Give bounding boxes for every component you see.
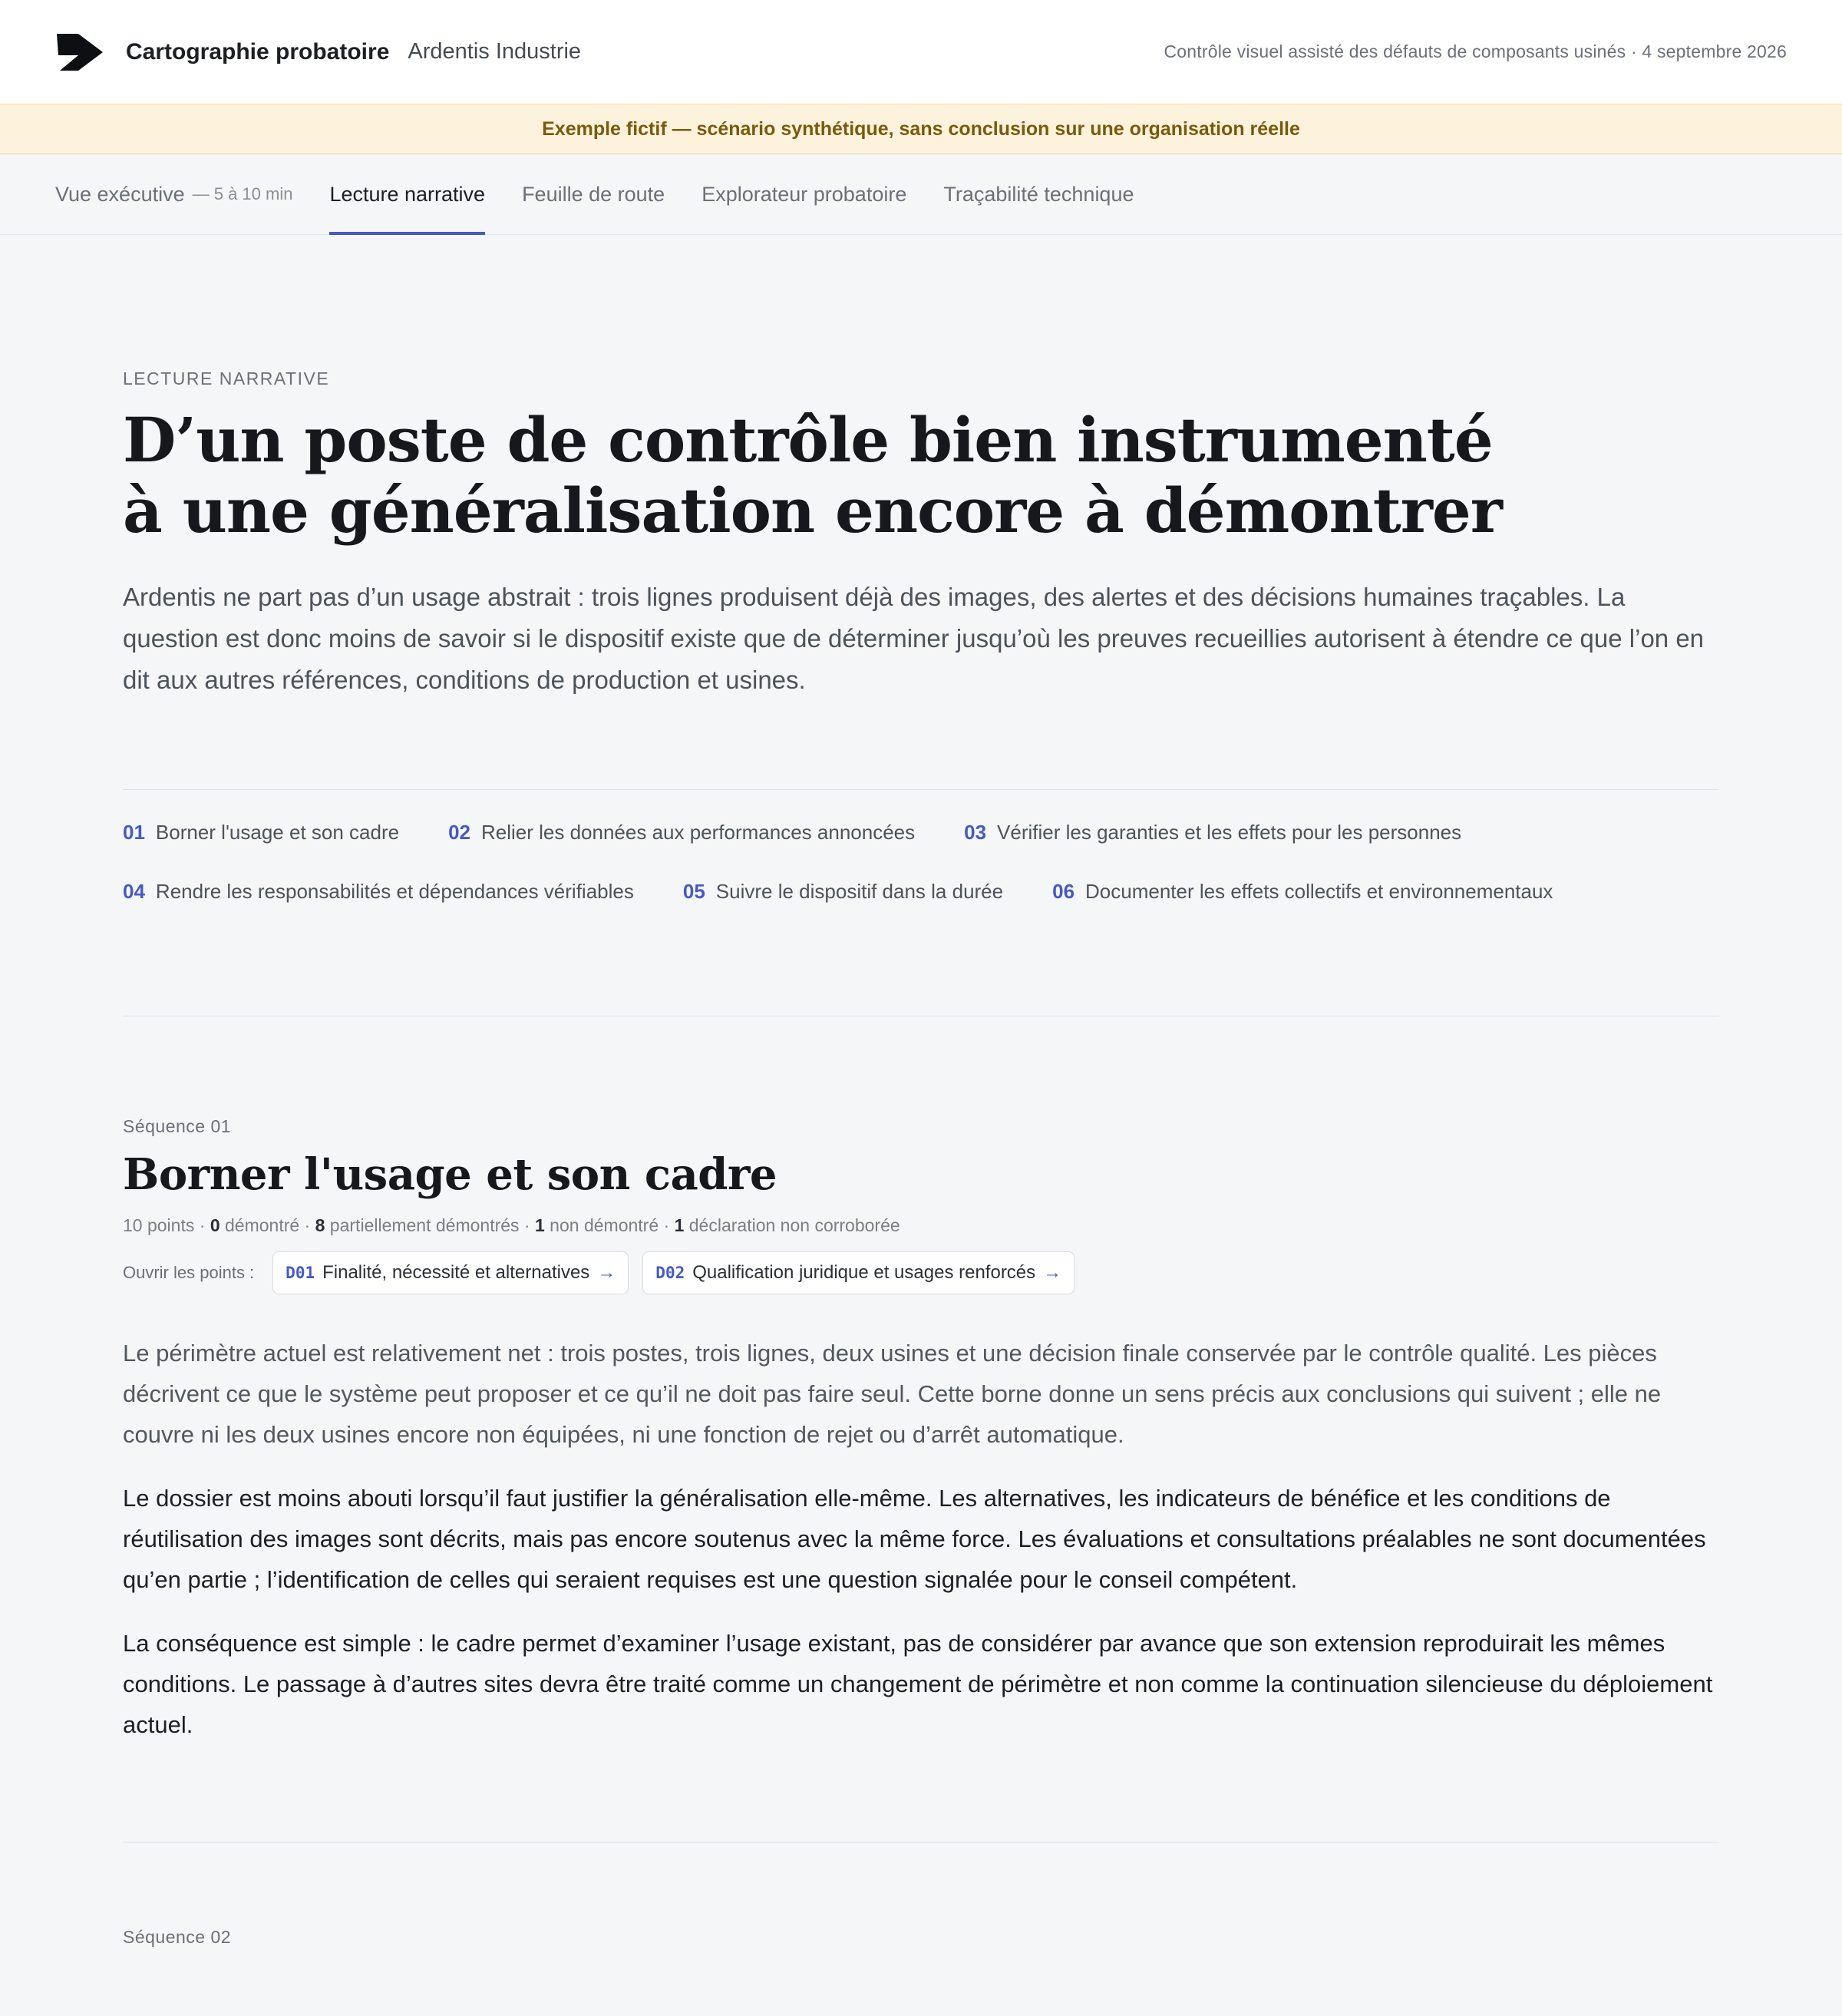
- toc-number: 05: [682, 880, 705, 903]
- chip-label: Qualification juridique et usages renforcés: [692, 1262, 1036, 1283]
- sequence-paragraph: Le dossier est moins abouti lorsqu’il faut justifier la généralisation elle-même. Les alternatives, les indicateurs de bénéfice et les conditions de réutilisation des images sont décrits, mais pas encore soutenus avec la même force. Les évaluations et consultations préalables ne sont documentées qu’en partie ; l’identification de celles qui seraient requises est une question signalée pour le conseil compétent.: [123, 1485, 1706, 1593]
- toc-number: 03: [964, 821, 987, 844]
- stat-points: 10 points: [123, 1215, 195, 1235]
- toc-label: Suivre le dispositif dans la durée: [715, 880, 1004, 903]
- stat-non-label: non démontré: [544, 1215, 659, 1235]
- page-lede: Ardentis ne part pas d’un usage abstrait : trois lignes produisent déjà des images, des alertes et des décisions humaines traçables. La question est donc moins de savoir si le dispositif existe que de déterminer jusqu’où les preuves recueillies autorisent à étendre ce que l’on en dit aux autres références, conditions de production et usines.: [123, 583, 1705, 694]
- toc-item-05[interactable]: [683, 880, 1003, 904]
- sequence-title: Borner l'usage et son cadre: [123, 1149, 777, 1200]
- tab-tracabilite-technique[interactable]: [943, 154, 1134, 234]
- sequence-01: [123, 1116, 1719, 1745]
- toc-row: [123, 880, 1719, 904]
- toc-number: 01: [123, 821, 145, 844]
- page-title: D’un poste de contrôle bien instrumenté à une généralisation encore à démontrer: [123, 404, 1502, 547]
- toc-item-02[interactable]: [448, 821, 915, 844]
- tab-vue-executive[interactable]: [55, 154, 292, 234]
- stat-demontre-count: 0: [210, 1215, 220, 1235]
- header-context: Contrôle visuel assisté des défauts de composants usinés · 4 septembre 2026: [1164, 41, 1787, 61]
- toc-label: Rendre les responsabilités et dépendances vérifiables: [155, 880, 634, 903]
- brand-title[interactable]: Cartographie probatoire: [126, 38, 390, 64]
- section-eyebrow: LECTURE NARRATIVE: [123, 368, 330, 388]
- stat-non-count: 1: [535, 1215, 545, 1235]
- open-points-row: [123, 1251, 1719, 1294]
- sequence-stats: [123, 1215, 1719, 1236]
- tab-explorateur-probatoire[interactable]: [701, 154, 906, 234]
- point-chip-d01[interactable]: [272, 1251, 629, 1294]
- sequence-paragraph: La conséquence est simple : le cadre permet d’examiner l’usage existant, pas de considérer par avance que son extension reproduirait les mêmes conditions. Le passage à d’autres sites devra être traité comme un changement de périmètre et non comme la continuation silencieuse du déploiement actuel.: [123, 1630, 1713, 1738]
- open-points-label: Ouvrir les points :: [123, 1263, 255, 1282]
- sequence-02: [123, 1927, 1719, 1948]
- tab-lecture-narrative[interactable]: [329, 154, 485, 234]
- toc-label: Relier les données aux performances annoncées: [481, 821, 916, 844]
- main-content: [123, 235, 1719, 1948]
- top-header: [0, 0, 1842, 104]
- stat-separator: ·: [519, 1215, 535, 1235]
- tab-label: Lecture narrative: [329, 182, 486, 206]
- sequence-paragraph: Le périmètre actuel est relativement net : trois postes, trois lignes, deux usines et une décision finale conservée par le contrôle qualité. Les pièces décrivent ce que le système peut proposer et ce qu’il ne doit pas faire seul. Cette borne donne un sens précis aux conclusions qui suivent ; elle ne couvre ni les deux usines encore non équipées, ni une fonction de rejet ou d’arrêt automatique.: [123, 1340, 1662, 1448]
- toc-item-01[interactable]: [123, 821, 399, 844]
- sequence-label: Séquence 01: [123, 1116, 232, 1136]
- chip-code: D02: [655, 1264, 685, 1282]
- brand-organization: Ardentis Industrie: [408, 39, 582, 64]
- arrow-right-icon: →: [1043, 1262, 1062, 1283]
- stat-partiel-label: partiellement démontrés: [325, 1215, 520, 1235]
- toc-item-04[interactable]: [123, 880, 634, 904]
- toc-number: 06: [1052, 880, 1075, 903]
- stat-declaration-label: déclaration non corroborée: [684, 1215, 900, 1235]
- view-tabs: [0, 154, 1842, 235]
- stat-partiel-count: 8: [315, 1215, 325, 1235]
- stat-separator: ·: [194, 1215, 210, 1235]
- tab-label: Explorateur probatoire: [701, 182, 907, 206]
- stat-separator: ·: [299, 1215, 315, 1235]
- toc-item-06[interactable]: [1052, 880, 1553, 904]
- tab-label: Vue exécutive: [55, 182, 185, 206]
- toc-row: [123, 821, 1719, 844]
- sequence-toc: [123, 790, 1719, 1016]
- toc-item-03[interactable]: [964, 821, 1461, 844]
- toc-label: Documenter les effets collectifs et environnementaux: [1085, 880, 1553, 903]
- tab-label: Traçabilité technique: [943, 182, 1134, 206]
- toc-number: 04: [123, 880, 145, 903]
- toc-number: 02: [448, 821, 470, 844]
- sequence-label: Séquence 02: [123, 1927, 232, 1947]
- stat-demontre-label: démontré: [220, 1215, 300, 1235]
- banner-text: Exemple fictif — scénario synthétique, sans conclusion sur une organisation réelle: [542, 117, 1300, 140]
- chip-code: D01: [286, 1264, 315, 1282]
- arrow-right-icon: →: [597, 1262, 616, 1283]
- fictional-example-banner: [0, 104, 1842, 154]
- chip-label: Finalité, nécessité et alternatives: [322, 1262, 590, 1283]
- tab-reading-time: — 5 à 10 min: [192, 184, 293, 203]
- stat-declaration-count: 1: [674, 1215, 685, 1235]
- tab-feuille-de-route[interactable]: [522, 154, 665, 234]
- toc-label: Vérifier les garanties et les effets pour les personnes: [997, 821, 1462, 844]
- brand-logo-icon[interactable]: [55, 32, 104, 72]
- point-chip-d02[interactable]: [642, 1251, 1074, 1294]
- stat-separator: ·: [659, 1215, 675, 1235]
- toc-label: Borner l'usage et son cadre: [155, 821, 400, 844]
- tab-label: Feuille de route: [522, 182, 665, 206]
